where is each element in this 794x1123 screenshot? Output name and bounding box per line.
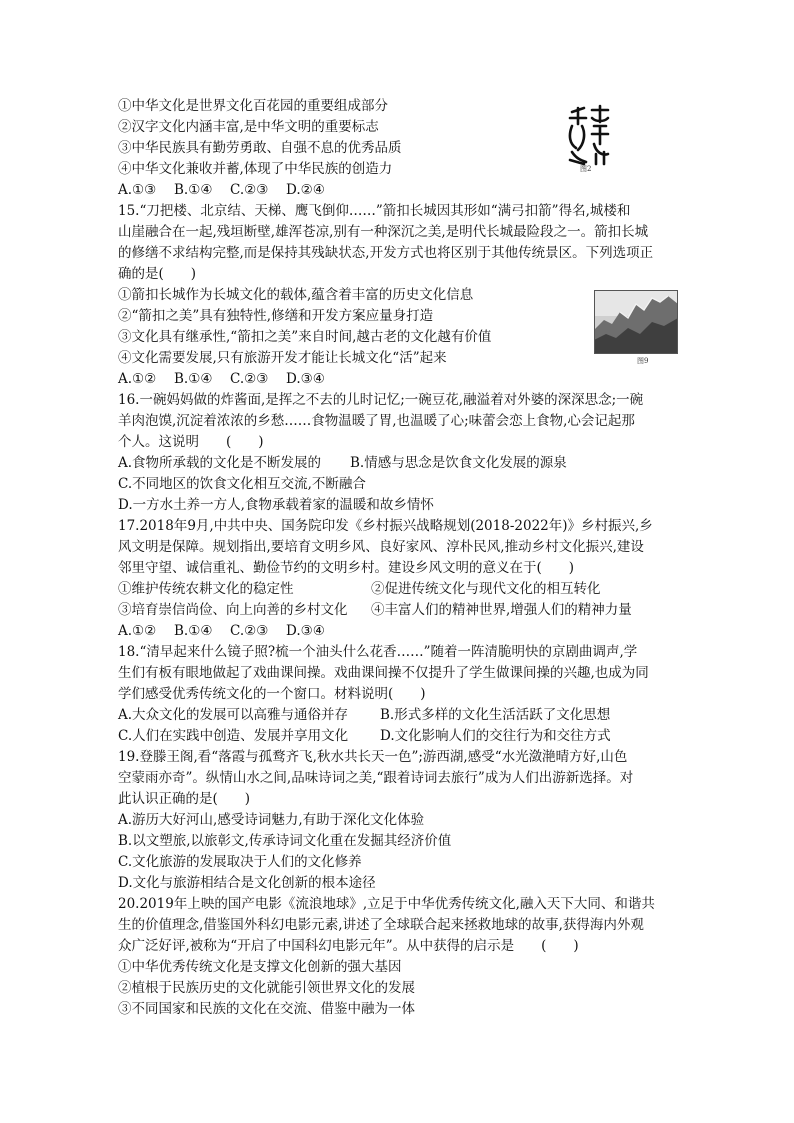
q15-statement-3: ③文化具有继承性,“箭扣之美”来自时间,越古老的文化越有价值 bbox=[118, 329, 492, 345]
great-wall-photo bbox=[594, 290, 678, 354]
q16-stem-line-2: 羊肉泡馍,沉淀着浓浓的乡愁……食物温暖了胃,也温暖了心;味蕾会恋上食物,心会记起那 bbox=[118, 413, 635, 429]
q15-stem-line-2: 山崖融合在一起,残垣断壁,雄浑苍凉,别有一种深沉之美,是明代长城最险段之一。箭扣长城 bbox=[118, 224, 649, 240]
q19-stem-line-3: 此认识正确的是( ) bbox=[118, 791, 251, 807]
q19-option-c: C.文化旅游的发展取决于人们的文化修养 bbox=[118, 854, 362, 870]
q16-stem-line-1: 16.一碗妈妈做的炸酱面,是挥之不去的儿时记忆;一碗豆花,融溢着对外婆的深深思念;一碗 bbox=[118, 392, 644, 408]
q15-statement-2: ②“箭扣之美”具有独特性,修缮和开发方案应量身打造 bbox=[118, 308, 434, 324]
q17-option-a: A.①② bbox=[118, 623, 157, 639]
q18-option-c: C.人们在实践中创造、发展并享用文化 bbox=[118, 728, 349, 744]
q14-option-a: A.①③ bbox=[118, 182, 157, 198]
q19-option-a: A.游历大好河山,感受诗词魅力,有助于深化文化体验 bbox=[118, 812, 425, 828]
q17-statement-1: ①维护传统农耕文化的稳定性 bbox=[118, 581, 294, 597]
seal-script-figure bbox=[566, 104, 612, 168]
q15-option-d: D.③④ bbox=[286, 371, 325, 387]
q19-stem-line-2: 空蒙雨亦奇”。纵情山水之间,品味诗词之美,“跟着诗词去旅行”成为人们出游新选择。对 bbox=[118, 770, 634, 786]
q16-option-b: B.情感与思念是饮食文化发展的源泉 bbox=[350, 455, 567, 471]
q17-stem-line-1: 17.2018年9月,中共中央、国务院印发《乡村振兴战略规划(2018-2022年)》乡村振兴,乡 bbox=[118, 518, 653, 534]
q17-option-b: B.①④ bbox=[174, 623, 213, 639]
q19-option-b: B.以文塑旅,以旅彰文,传承诗词文化重在发掘其经济价值 bbox=[118, 833, 452, 849]
q14-option-b: B.①④ bbox=[174, 182, 213, 198]
q17-options bbox=[118, 621, 325, 642]
figure-2-caption: 图2 bbox=[580, 165, 592, 173]
q17-statements-row-1 bbox=[118, 579, 601, 600]
q19-option-d: D.文化与旅游相结合是文化创新的根本途径 bbox=[118, 875, 376, 891]
q14-option-d: D.②④ bbox=[286, 182, 325, 198]
q17-stem-line-3: 邻里守望、诚信重礼、勤俭节约的文明乡村。建设乡风文明的意义在于( ) bbox=[118, 560, 575, 576]
q17-statement-3: ③培育崇信尚俭、向上向善的乡村文化 bbox=[118, 602, 348, 618]
q14-statement-3: ③中华民族具有勤劳勇敢、自强不息的优秀品质 bbox=[118, 140, 402, 156]
q20-stem-line-2: 生的价值理念,借鉴国外科幻电影元素,讲述了全球联合起来拯救地球的故事,获得海内外观 bbox=[118, 917, 644, 933]
q17-stem-line-2: 风文明是保障。规划指出,要培育文明乡风、良好家风、淳朴民风,推动乡村文化振兴,建设 bbox=[118, 539, 644, 555]
q16-option-c: C.不同地区的饮食文化相互交流,不断融合 bbox=[118, 476, 366, 492]
q16-option-a: A.食物所承载的文化是不断发展的 bbox=[118, 455, 322, 471]
q18-stem-line-2: 生们有板有眼地做起了戏曲课间操。戏曲课间操不仅提升了学生做课间操的兴趣,也成为同 bbox=[118, 665, 649, 681]
q20-stem-line-3: 众广泛好评,被称为“开启了中国科幻电影元年”。从中获得的启示是 ( ) bbox=[118, 938, 579, 954]
q16-options-row-1 bbox=[118, 453, 567, 474]
q18-option-d: D.文化影响人们的交往行为和交往方式 bbox=[380, 728, 611, 744]
q14-option-c: C.②③ bbox=[230, 182, 269, 198]
q18-stem-line-1: 18.“清早起来什么镜子照?梳一个油头什么花香……”随着一阵清脆明快的京剧曲调声,学 bbox=[118, 644, 638, 660]
q15-options bbox=[118, 369, 325, 390]
q17-statement-2: ②促进传统文化与现代文化的相互转化 bbox=[371, 581, 601, 597]
q14-statement-1: ①中华文化是世界文化百花园的重要组成部分 bbox=[118, 98, 388, 114]
figure-9-caption: 图9 bbox=[637, 357, 649, 365]
q15-stem-line-4: 确的是( ) bbox=[118, 266, 197, 282]
q15-option-c: C.②③ bbox=[230, 371, 269, 387]
q17-option-d: D.③④ bbox=[286, 623, 325, 639]
q17-statement-4: ④丰富人们的精神世界,增强人们的精神力量 bbox=[371, 602, 632, 618]
q15-option-b: B.①④ bbox=[174, 371, 213, 387]
q15-stem-line-3: 的修缮不求结构完整,而是保持其残缺状态,开发方式也将区别于其他传统景区。下列选项正 bbox=[118, 245, 654, 261]
q17-statements-row-2 bbox=[118, 600, 632, 621]
q15-stem-line-1: 15.“刀把楼、北京结、天梯、鹰飞倒仰……”箭扣长城因其形如“满弓扣箭”得名,城楼和 bbox=[118, 203, 631, 219]
q18-options-row-1 bbox=[118, 705, 610, 726]
q16-stem-line-3: 个人。这说明 ( ) bbox=[118, 434, 264, 450]
q17-option-c: C.②③ bbox=[230, 623, 269, 639]
q14-statement-4: ④中华文化兼收并蓄,体现了中华民族的创造力 bbox=[118, 161, 393, 177]
q20-statement-2: ②植根于民族历史的文化就能引领世界文化的发展 bbox=[118, 980, 415, 996]
q20-stem-line-1: 20.2019年上映的国产电影《流浪地球》,立足于中华优秀传统文化,融入天下大同、和谐共 bbox=[118, 896, 655, 912]
q20-statement-1: ①中华优秀传统文化是支撑文化创新的强大基因 bbox=[118, 959, 402, 975]
q20-statement-3: ③不同国家和民族的文化在交流、借鉴中融为一体 bbox=[118, 1001, 415, 1017]
q14-options bbox=[118, 180, 325, 201]
q18-options-row-2 bbox=[118, 726, 611, 747]
q18-option-b: B.形式多样的文化生活活跃了文化思想 bbox=[380, 707, 611, 723]
q18-option-a: A.大众文化的发展可以高雅与通俗并存 bbox=[118, 707, 349, 723]
q16-option-d: D.一方水土养一方人,食物承载着家的温暖和故乡情怀 bbox=[118, 497, 434, 513]
q15-option-a: A.①② bbox=[118, 371, 157, 387]
q15-statement-1: ①箭扣长城作为长城文化的载体,蕴含着丰富的历史文化信息 bbox=[118, 287, 474, 303]
q18-stem-line-3: 学们感受优秀传统文化的一个窗口。材料说明( ) bbox=[118, 686, 426, 702]
q15-statement-4: ④文化需要发展,只有旅游开发才能让长城文化“活”起来 bbox=[118, 350, 447, 366]
q19-stem-line-1: 19.登滕王阁,看“落霞与孤鹜齐飞,秋水共长天一色”;游西湖,感受“水光潋滟晴方好,山色 bbox=[118, 749, 628, 765]
q14-statement-2: ②汉字文化内涵丰富,是中华文明的重要标志 bbox=[118, 119, 379, 135]
